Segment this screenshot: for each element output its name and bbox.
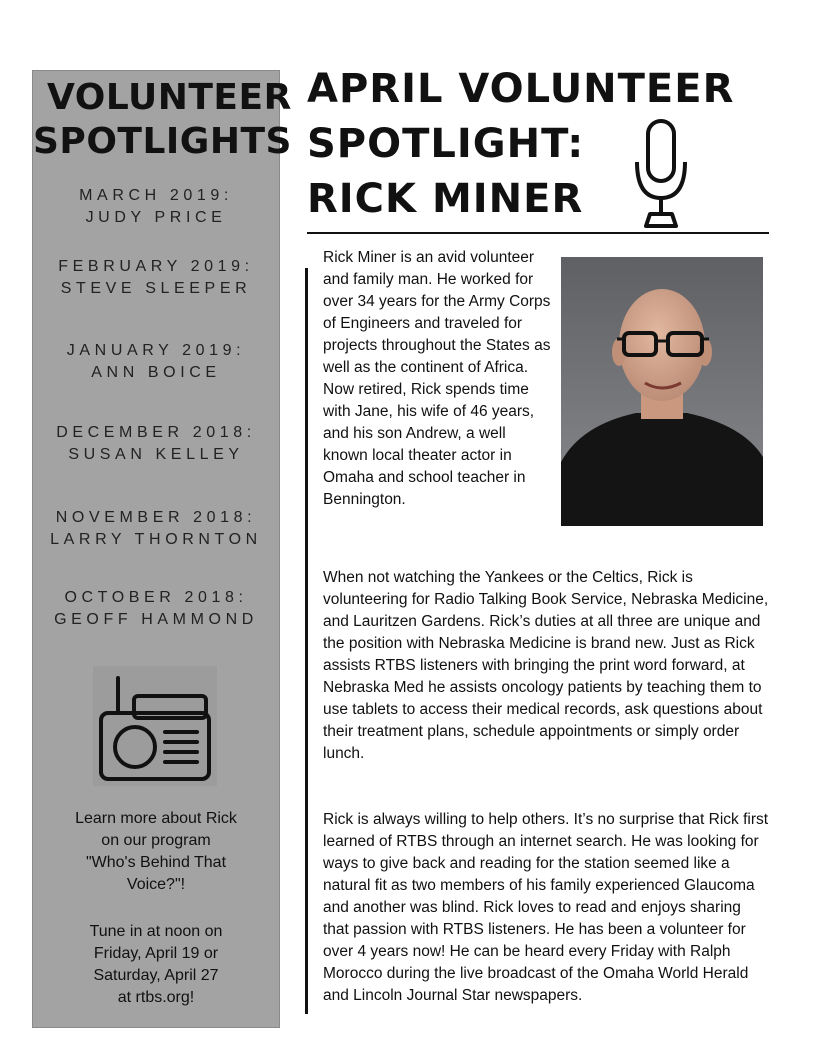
spotlight-name: JUDY PRICE [85, 209, 227, 226]
tune-in-line: Friday, April 19 or [93, 945, 219, 962]
article-paragraph: Rick Miner is an avid volunteer and family man. He worked for over 34 years for the Army Corps of Engineers and traveled for projects throughout the States as well as the continent of Africa. Now retired, Rick spends time with Jane, his wife of 46 years, and his son Andrew, a well known local theater actor in Omaha and school teacher in Bennington. [323, 249, 551, 508]
tune-in-line: at rtbs.org! [117, 989, 195, 1006]
learn-more-line: Learn more about Rick [75, 810, 237, 827]
learn-more-line: "Who's Behind That [85, 854, 227, 871]
spotlight-month: FEBRUARY 2019: [58, 258, 254, 275]
spotlight-name: ANN BOICE [91, 364, 221, 381]
spotlight-month: DECEMBER 2018: [56, 424, 256, 441]
microphone-icon [632, 118, 690, 230]
sidebar-title-line1: VOLUNTEER [47, 77, 292, 118]
volunteer-spotlights-sidebar [32, 70, 292, 1028]
article-paragraph: When not watching the Yankees or the Celtics, Rick is volunteering for Radio Talking Book Service, Nebraska Medicine, and Lauritzen Gardens. Rick’s duties at all three are unique and the position with Nebraska Medicine is brand new. Just as Rick assists RTBS listeners with bringing the print word forward, at Nebraska Med he assists oncology patients by teaching them to use tablets to access their medical records, ask questions about their treatment plans, schedule appointments or simply order lunch. [323, 569, 769, 762]
article-paragraph: Rick is always willing to help others. It’s no surprise that Rick first learned of RTBS through an internet search. He was looking for ways to give back and reading for the station seemed like a natural fit as two members of his family experienced Glaucoma and another was blind. Rick loves to read and enjoys sharing that passion with RTBS listeners. He has been a volunteer for over 4 years now! He can be heard every Friday with Ralph Morocco during the live broadcast of the Omaha World Herald and Lincoln Journal Star newspapers. [323, 811, 769, 1004]
learn-more-line: Voice?"! [126, 876, 186, 893]
radio-icon [93, 666, 217, 786]
article-rule [305, 268, 308, 1014]
title-line: RICK MINER [307, 176, 584, 222]
sidebar-title-line2: SPOTLIGHTS [33, 121, 292, 162]
title-line: SPOTLIGHT: [307, 121, 585, 167]
title-line: APRIL VOLUNTEER [307, 66, 735, 112]
rick-miner-photo [561, 257, 763, 526]
learn-more-line: on our program [101, 832, 211, 849]
spotlight-name: LARRY THORNTON [50, 531, 262, 548]
tune-in-line: Saturday, April 27 [93, 967, 219, 984]
spotlight-month: OCTOBER 2018: [64, 589, 248, 606]
spotlight-month: MARCH 2019: [79, 187, 233, 204]
spotlight-name: SUSAN KELLEY [68, 446, 244, 463]
spotlight-month: JANUARY 2019: [66, 342, 246, 359]
spotlight-name: STEVE SLEEPER [60, 280, 252, 297]
tune-in-line: Tune in at noon on [89, 923, 223, 940]
spotlight-month: NOVEMBER 2018: [55, 509, 257, 526]
spotlight-name: GEOFF HAMMOND [54, 611, 258, 628]
title-divider [307, 232, 769, 234]
